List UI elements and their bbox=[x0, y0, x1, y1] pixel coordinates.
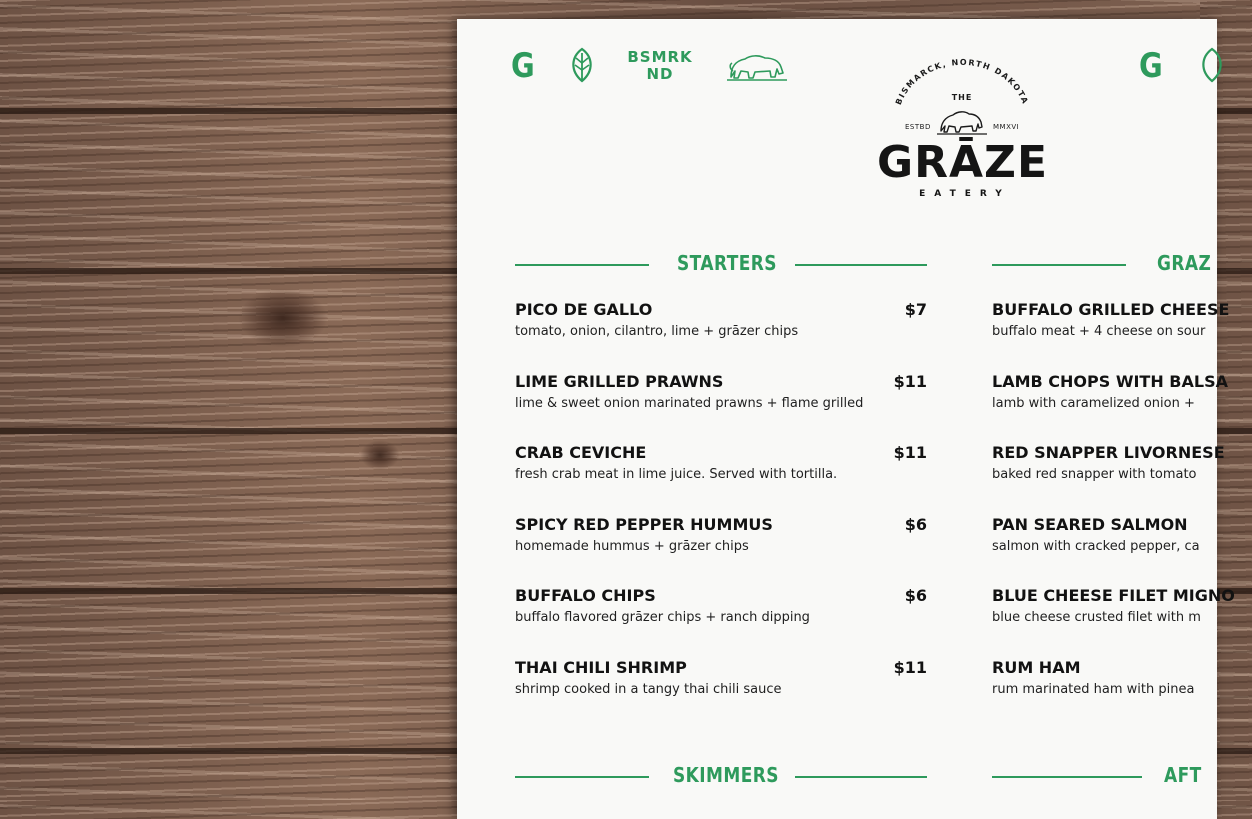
item-name: BUFFALO CHIPS bbox=[515, 586, 656, 605]
item-description: blue cheese crusted filet with m bbox=[992, 610, 1201, 625]
location-line-1: BSMRK bbox=[627, 48, 693, 66]
bison-icon bbox=[725, 47, 789, 83]
section-title: GRAZ bbox=[1157, 251, 1212, 275]
leaf-icon bbox=[567, 47, 597, 83]
item-name: BLUE CHEESE FILET MIGNO bbox=[992, 586, 1235, 605]
svg-text:BISMARCK, NORTH DAKOTA: BISMARCK, NORTH DAKOTA bbox=[893, 57, 1031, 107]
item-description: buffalo flavored grāzer chips + ranch dipping bbox=[515, 610, 810, 625]
item-name: THAI CHILI SHRIMP bbox=[515, 658, 687, 677]
item-description: homemade hummus + grāzer chips bbox=[515, 539, 749, 554]
item-description: fresh crab meat in lime juice. Served with tortilla. bbox=[515, 467, 838, 482]
item-price: $6 bbox=[904, 515, 927, 534]
item-name: PICO DE GALLO bbox=[515, 300, 653, 319]
item-price: $11 bbox=[893, 443, 927, 462]
item-price: $11 bbox=[893, 658, 927, 677]
logo-established: ESTBD bbox=[905, 123, 931, 131]
section-header-starters bbox=[515, 245, 927, 275]
location-line-2: ND bbox=[646, 65, 674, 83]
item-price: $11 bbox=[893, 372, 927, 391]
section-header-skimmers bbox=[515, 757, 927, 787]
section-title: AFT bbox=[1164, 763, 1202, 787]
section-header-grazers bbox=[992, 245, 1252, 275]
leaf-icon bbox=[1197, 47, 1227, 83]
item-price: $6 bbox=[904, 586, 927, 605]
item-description: lime & sweet onion marinated prawns + flame grilled bbox=[515, 396, 864, 411]
item-name: LAMB CHOPS WITH BALSA bbox=[992, 372, 1228, 391]
section-rule bbox=[795, 776, 927, 778]
section-title: SKIMMERS bbox=[673, 763, 779, 787]
location-mark bbox=[627, 49, 693, 83]
item-name: CRAB CEVICHE bbox=[515, 443, 647, 462]
section-rule bbox=[515, 776, 649, 778]
item-name: BUFFALO GRILLED CHEESE bbox=[992, 300, 1230, 319]
item-description: salmon with cracked pepper, ca bbox=[992, 539, 1200, 554]
section-title: STARTERS bbox=[677, 251, 777, 275]
logo-year: MMXVI bbox=[993, 123, 1020, 131]
section-rule bbox=[515, 264, 649, 266]
logo-bison-icon bbox=[937, 105, 987, 137]
item-description: buffalo meat + 4 cheese on sour bbox=[992, 324, 1206, 339]
item-name: RED SNAPPER LIVORNESE bbox=[992, 443, 1225, 462]
item-name: LIME GRILLED PRAWNS bbox=[515, 372, 724, 391]
item-description: tomato, onion, cilantro, lime + grāzer chips bbox=[515, 324, 799, 339]
item-description: baked red snapper with tomato bbox=[992, 467, 1197, 482]
item-name: SPICY RED PEPPER HUMMUS bbox=[515, 515, 773, 534]
g-mark-icon: G bbox=[511, 46, 535, 86]
wood-knot bbox=[238, 288, 328, 348]
item-name: PAN SEARED SALMON bbox=[992, 515, 1188, 534]
section-rule bbox=[795, 264, 927, 266]
logo-name: GRĀZE bbox=[877, 137, 1049, 188]
logo-the: THE bbox=[951, 93, 973, 102]
item-description: lamb with caramelized onion + bbox=[992, 396, 1195, 411]
section-rule bbox=[992, 776, 1142, 778]
wood-knot bbox=[360, 440, 400, 470]
item-price: $7 bbox=[904, 300, 927, 319]
item-name: RUM HAM bbox=[992, 658, 1081, 677]
g-mark-icon: G bbox=[1139, 46, 1163, 86]
menu-page bbox=[457, 19, 1235, 819]
item-description: rum marinated ham with pinea bbox=[992, 682, 1195, 697]
item-description: shrimp cooked in a tangy thai chili sauce bbox=[515, 682, 782, 697]
section-rule bbox=[992, 264, 1126, 266]
graze-logo bbox=[877, 49, 1047, 199]
logo-subtitle: EATERY bbox=[919, 189, 1011, 199]
section-header-after bbox=[992, 757, 1252, 787]
